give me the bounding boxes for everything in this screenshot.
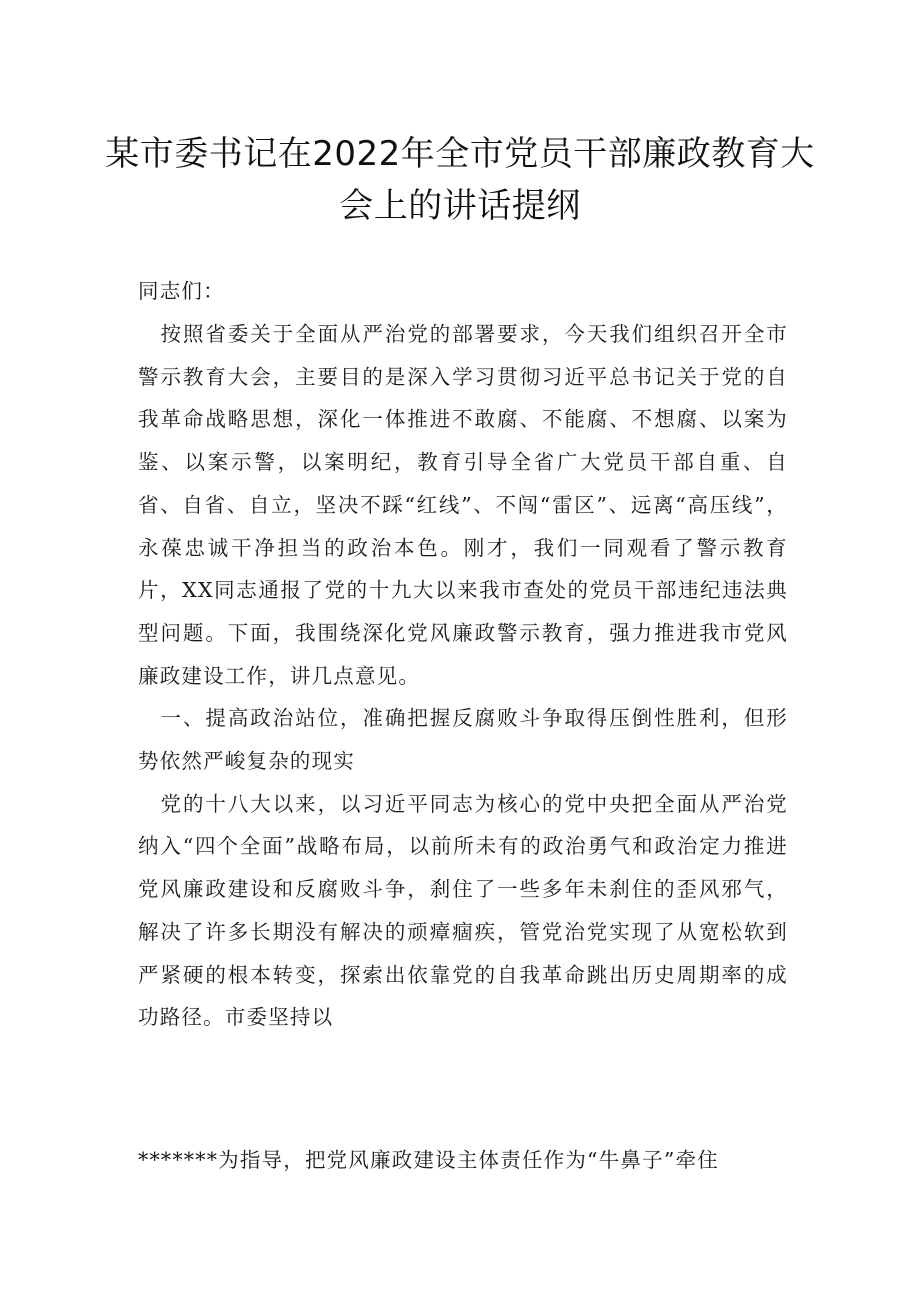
salutation: 同志们： [138,279,225,303]
paragraph-continuation: *******为指导，把党风廉政建设主体责任作为“牛鼻子”牵住 [138,1148,719,1172]
section-heading-one: 一、提高政治站位，准确把握反腐败斗争取得压倒性胜利，但形势依然严峻复杂的现实 [138,706,788,774]
paragraph-intro: 按照省委关于全面从严治党的部署要求，今天我们组织召开全市警示教育大会，主要目的是深入学习贯彻习近平总书记关于党的自我革命战略思想，深化一体推进不敢腐、不能腐、不想腐、以案为鉴、以案示警，以案明纪，教育引导全省广大党员干部自重、自省、自省、自立，坚决不踩“红线”、不闯“雷区”、远离“高压线”，永葆忠诚干净担当的政治本色。刚才，我们一同观看了警示教育片，XX同志通报了党的十九大以来我市查处的党员干部违纪违法典型问题。下面，我围绕深化党风廉政警示教育，强力推进我市党风廉政建设工作，讲几点意见。 [138,322,788,688]
paragraph-section-one: 党的十八大以来，以习近平同志为核心的党中央把全面从严治党纳入“四个全面”战略布局，以前所未有的政治勇气和政治定力推进党风廉政建设和反腐败斗争，刹住了一些多年未刹住的歪风邪气，解决了许多长期没有解决的顽瘴痼疾，管党治党实现了从宽松软到严紧硬的根本转变，探索出依靠党的自我革命跳出历史周期率的成功路径。市委坚持以 [138,791,788,1030]
document-title: 某市委书记在2022年全市党员干部廉政教育大会上的讲话提纲 [105,134,815,226]
body-paragraphs [138,313,788,1039]
